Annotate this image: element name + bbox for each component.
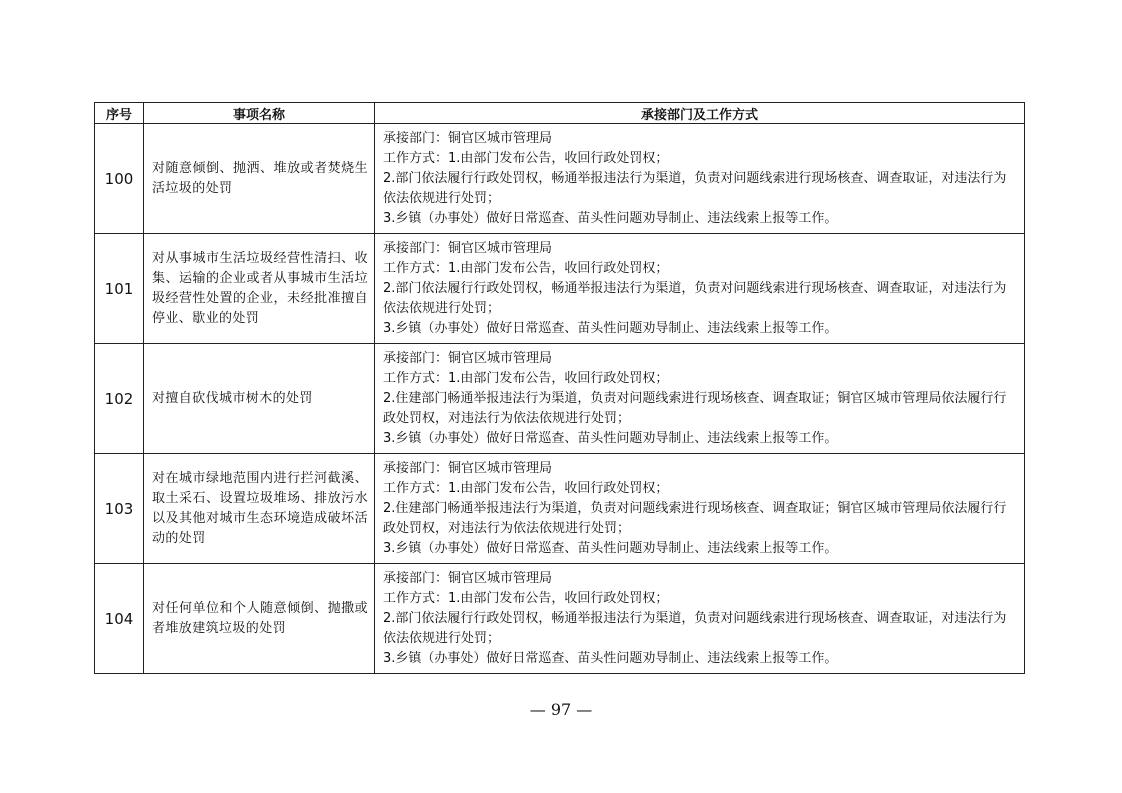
- table-row: [95, 564, 1025, 674]
- row-matter-name: 对从事城市生活垃圾经营性清扫、收集、运输的企业或者从事城市生活垃圾经营性处置的企业，未经批准擅自停业、歇业的处罚: [144, 234, 375, 344]
- detail-line: 3.乡镇（办事处）做好日常巡查、苗头性问题劝导制止、违法线索上报等工作。: [383, 430, 838, 446]
- detail-line: 承接部门：铜官区城市管理局: [383, 350, 553, 366]
- detail-line: 2.住建部门畅通举报违法行为渠道，负责对问题线索进行现场核查、调查取证；铜官区城市管理局依法履行行政处罚权，对违法行为依法依规进行处罚；: [383, 500, 1007, 536]
- row-detail: [375, 344, 1025, 454]
- detail-line: 2.部门依法履行行政处罚权，畅通举报违法行为渠道，负责对问题线索进行现场核查、调查取证，对违法行为依法依规进行处罚；: [383, 610, 1007, 646]
- row-matter-name: 对随意倾倒、抛洒、堆放或者焚烧生活垃圾的处罚: [144, 124, 375, 234]
- detail-line: 3.乡镇（办事处）做好日常巡查、苗头性问题劝导制止、违法线索上报等工作。: [383, 210, 838, 226]
- row-matter-name: 对擅自砍伐城市树木的处罚: [144, 344, 375, 454]
- detail-line: 承接部门：铜官区城市管理局: [383, 460, 553, 476]
- table-row: [95, 454, 1025, 564]
- detail-line: 工作方式：1.由部门发布公告，收回行政处罚权；: [383, 150, 669, 166]
- row-detail: [375, 124, 1025, 234]
- detail-line: 工作方式：1.由部门发布公告，收回行政处罚权；: [383, 590, 669, 606]
- row-number: 101: [95, 234, 144, 344]
- header-name: 事项名称: [144, 103, 375, 124]
- header-row: [95, 103, 1025, 124]
- row-number: 104: [95, 564, 144, 674]
- detail-line: 3.乡镇（办事处）做好日常巡查、苗头性问题劝导制止、违法线索上报等工作。: [383, 540, 838, 556]
- matters-table: [94, 102, 1025, 674]
- detail-line: 2.住建部门畅通举报违法行为渠道，负责对问题线索进行现场核查、调查取证；铜官区城市管理局依法履行行政处罚权，对违法行为依法依规进行处罚；: [383, 390, 1007, 426]
- row-detail: [375, 564, 1025, 674]
- detail-line: 工作方式：1.由部门发布公告，收回行政处罚权；: [383, 480, 669, 496]
- header-dept: 承接部门及工作方式: [375, 103, 1025, 124]
- detail-line: 2.部门依法履行行政处罚权，畅通举报违法行为渠道，负责对问题线索进行现场核查、调查取证，对违法行为依法依规进行处罚；: [383, 280, 1007, 316]
- row-number: 100: [95, 124, 144, 234]
- table-row: [95, 124, 1025, 234]
- detail-line: 承接部门：铜官区城市管理局: [383, 130, 553, 146]
- page-number: — 97 —: [529, 700, 593, 719]
- table-row: [95, 344, 1025, 454]
- row-detail: [375, 454, 1025, 564]
- detail-line: 工作方式：1.由部门发布公告，收回行政处罚权；: [383, 260, 669, 276]
- detail-line: 工作方式：1.由部门发布公告，收回行政处罚权；: [383, 370, 669, 386]
- detail-line: 承接部门：铜官区城市管理局: [383, 570, 553, 586]
- detail-line: 3.乡镇（办事处）做好日常巡查、苗头性问题劝导制止、违法线索上报等工作。: [383, 650, 838, 666]
- row-number: 103: [95, 454, 144, 564]
- detail-line: 3.乡镇（办事处）做好日常巡查、苗头性问题劝导制止、违法线索上报等工作。: [383, 320, 838, 336]
- row-matter-name: 对任何单位和个人随意倾倒、抛撒或者堆放建筑垃圾的处罚: [144, 564, 375, 674]
- row-detail: [375, 234, 1025, 344]
- detail-line: 承接部门：铜官区城市管理局: [383, 240, 553, 256]
- detail-line: 2.部门依法履行行政处罚权，畅通举报违法行为渠道，负责对问题线索进行现场核查、调查取证，对违法行为依法依规进行处罚；: [383, 170, 1007, 206]
- row-matter-name: 对在城市绿地范围内进行拦河截溪、取土采石、设置垃圾堆场、排放污水以及其他对城市生态环境造成破坏活动的处罚: [144, 454, 375, 564]
- header-seq: 序号: [95, 103, 144, 124]
- table-row: [95, 234, 1025, 344]
- row-number: 102: [95, 344, 144, 454]
